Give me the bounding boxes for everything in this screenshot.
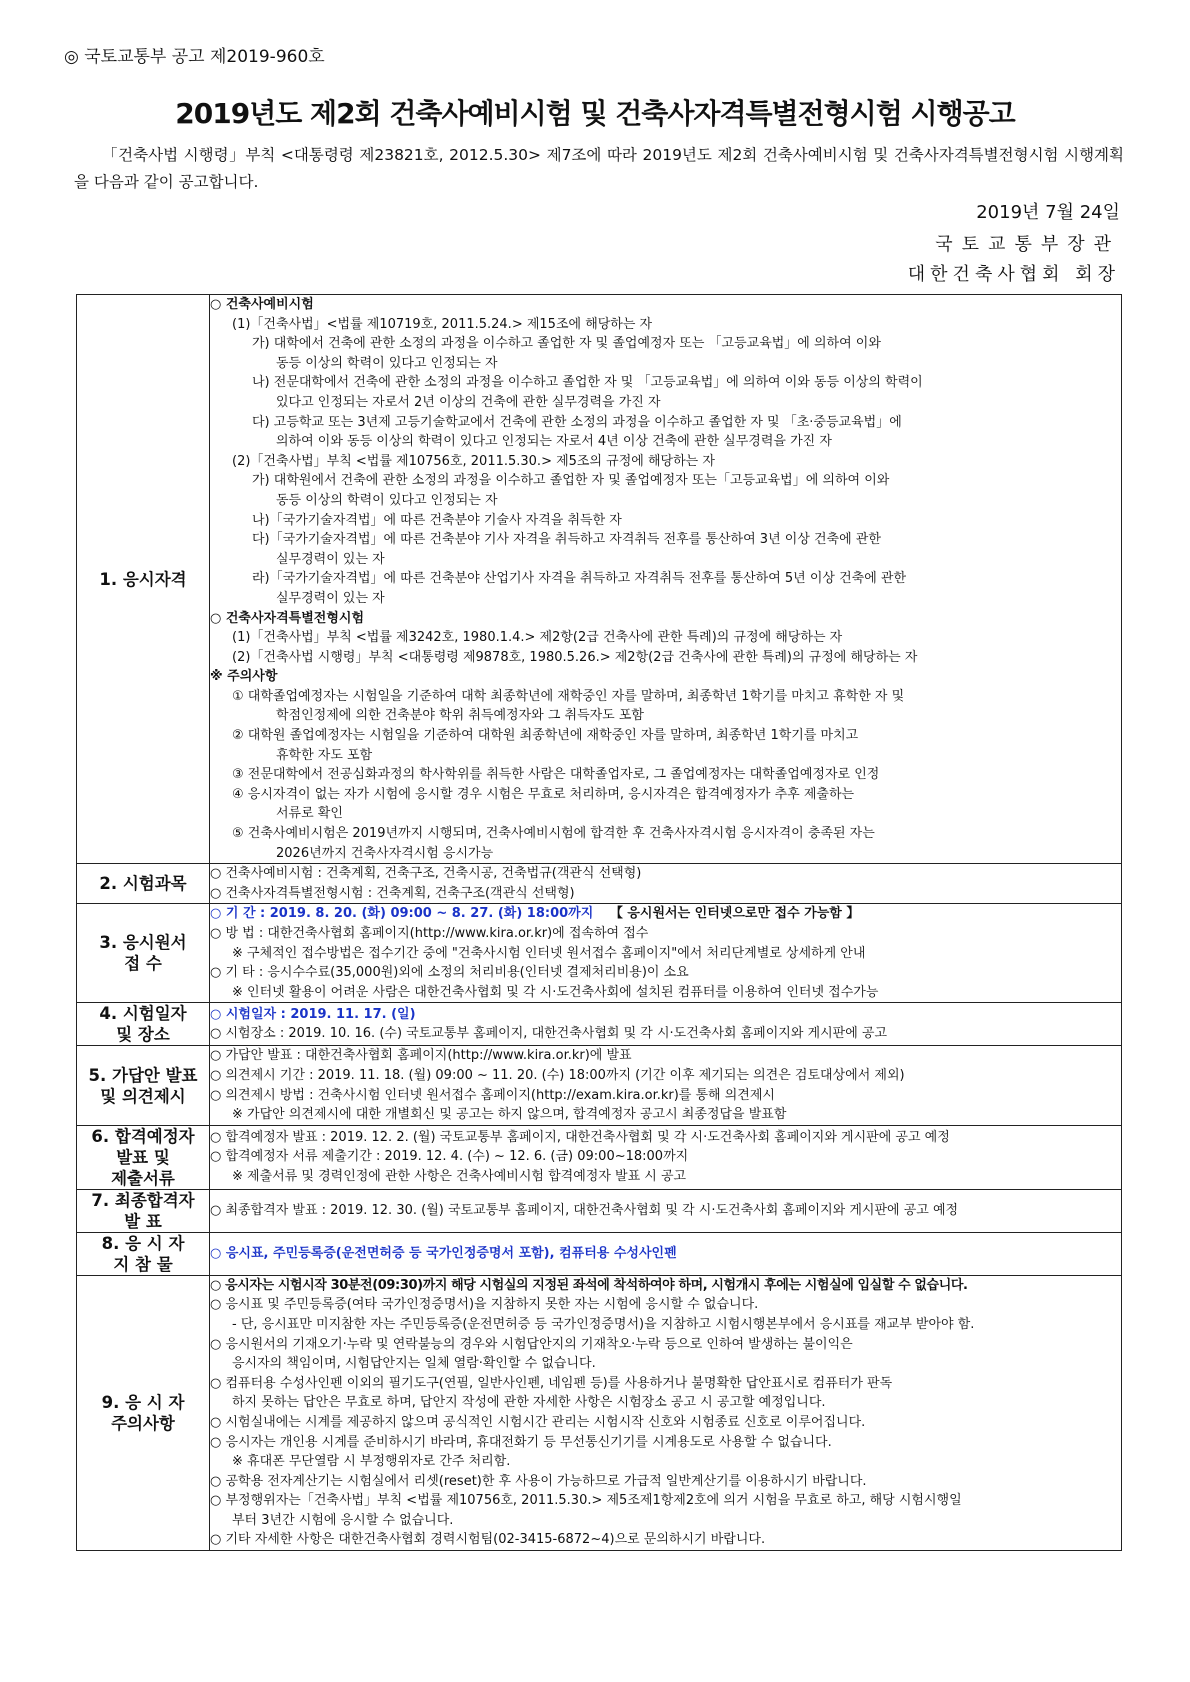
list-item: ○ 응시원서의 기재오기·누락 및 연락불능의 경우와 시험답안지의 기재착오·누락 등으로 인하여 발생하는 불이익은 (210, 1336, 853, 1352)
list-item: ○ 가답안 발표 : 대한건축사협회 홈페이지(http://www.kira.or.kr)에 발표 (210, 1048, 632, 1064)
list-item: ○ 기 타 : 응시수수료(35,000원)외에 소정의 처리비용(인터넷 결제처리비용)이 소요 (210, 965, 689, 981)
list-item: 실무경력이 있는 자 (276, 590, 385, 606)
section-subjects (77, 864, 1122, 904)
exam-place: ○ 시험장소 : 2019. 10. 16. (수) 국토교통부 홈페이지, 대한건축사협회 및 각 시·도건축사회 홈페이지와 게시판에 공고 (210, 1026, 888, 1042)
list-item: ④ 응시자격이 없는 자가 시험에 응시할 경우 시험은 무효로 처리하며, 응시자격은 합격예정자가 추후 제출하는 (232, 786, 855, 802)
list-item: ① 대학졸업예정자는 시험일을 기준하여 대학 최종학년에 재학중인 자를 말하며, 최종학년 1학기를 마치고 휴학한 자 및 (232, 688, 905, 704)
list-item: 서류로 확인 (276, 806, 343, 822)
list-item: ○ 합격예정자 서류 제출기간 : 2019. 12. 4. (수) ~ 12. 6. (금) 09:00~18:00까지 (210, 1149, 689, 1165)
list-item: 동등 이상의 학력이 있다고 인정되는 자 (276, 355, 498, 371)
notice-date: 2019년 7월 24일 (976, 202, 1120, 223)
list-item: ○ 공학용 전자계산기는 시험실에서 리셋(reset)한 후 사용이 가능하므로 가급적 일반계산기를 이용하시기 바랍니다. (210, 1473, 867, 1489)
section-content (210, 904, 1122, 1003)
section-eligibility (77, 295, 1122, 864)
section-content (210, 1232, 1122, 1275)
section-label: 9. 응 시 자 주의사항 (77, 1275, 210, 1550)
section-label: 1. 응시자격 (77, 295, 210, 864)
section-content (210, 1275, 1122, 1550)
list-item: ② 대학원 졸업예정자는 시험일을 기준하여 대학원 최종학년에 재학중인 자를 말하며, 최종학년 1학기를 마치고 (232, 728, 859, 744)
section-label: 8. 응 시 자 지 참 물 (77, 1232, 210, 1275)
list-item: ○ 응시자는 시험시작 30분전(09:30)까지 해당 시험실의 지정된 좌석에 착석하여야 하며, 시험개시 후에는 시험실에 입실할 수 없습니다. (210, 1277, 968, 1293)
list-item: ○ 방 법 : 대한건축사협회 홈페이지(http://www.kira.or.kr)에 접속하여 접수 (210, 926, 649, 941)
list-item: 가) 대학원에서 건축에 관한 소정의 과정을 이수하고 졸업한 자 및 졸업예정자 또는「고등교육법」에 의하여 이와 (252, 473, 890, 489)
section-label: 3. 응시원서 접 수 (77, 904, 210, 1003)
section-label: 2. 시험과목 (77, 864, 210, 904)
section-candidate-notes (77, 1275, 1122, 1550)
section-content (210, 864, 1122, 904)
page-title: 2019년도 제2회 건축사예비시험 및 건축사자격특별전형시험 시행공고 (175, 97, 1015, 130)
list-item: ○ 부정행위자는「건축사법」부칙 <법률 제10756호, 2011.5.30.> 제5조제1항제2호에 의거 시험을 무효로 하고, 해당 시험시행일 (210, 1493, 962, 1509)
section-exam-date (77, 1003, 1122, 1046)
section-label: 6. 합격예정자 발표 및 제출서류 (77, 1125, 210, 1189)
list-item: ○ 시험실내에는 시계를 제공하지 않으며 공식적인 시험시간 관리는 시험시작 신호와 시험종료 신호로 이루어집니다. (210, 1414, 866, 1430)
list-item: ※ 가답안 의견제시에 대한 개별회신 및 공고는 하지 않으며, 합격예정자 공고시 최종정답을 발표함 (232, 1107, 787, 1123)
list-item: 다)「국가기술자격법」에 따른 건축분야 기사 자격을 취득하고 자격취득 전후를 통산하여 3년 이상 건축에 관한 (252, 532, 881, 548)
list-item: 나)「국가기술자격법」에 따른 건축분야 기술사 자격을 취득한 자 (252, 512, 622, 528)
section-content (210, 1189, 1122, 1232)
notice-number: ◎ 국토교통부 공고 제2019-960호 (64, 47, 325, 67)
list-item: 가) 대학에서 건축에 관한 소정의 과정을 이수하고 졸업한 자 및 졸업예정자 또는 「고등교육법」에 의하여 이와 (252, 336, 881, 352)
list-item: 응시자의 책임이며, 시험답안지는 일체 열람·확인할 수 없습니다. (232, 1356, 596, 1372)
intro-paragraph: 「건축사법 시행령」부칙 <대통령령 제23821호, 2012.5.30> 제7조에 따라 2019년도 제2회 건축사예비시험 및 건축사자격특별전형시험 시행계획을 다음과 같이 공고합니다. (74, 146, 1124, 191)
subheading: ※ 주의사항 (210, 669, 278, 685)
list-item: ○ 의견제시 방법 : 건축사시험 인터넷 원서접수 홈페이지(http://exam.kira.or.kr)를 통해 의견제시 (210, 1087, 775, 1103)
list-item: 있다고 인정되는 자로서 2년 이상의 건축에 관한 실무경력을 가진 자 (276, 394, 661, 410)
list-item: 휴학한 자도 포함 (276, 747, 373, 763)
list-item: 나) 전문대학에서 건축에 관한 소정의 과정을 이수하고 졸업한 자 및 「고등교육법」에 의하여 이와 동등 이상의 학력이 (252, 375, 923, 391)
list-item: 동등 이상의 학력이 있다고 인정되는 자 (276, 492, 498, 508)
list-item: (1)「건축사법」부칙 <법률 제3242호, 1980.1.4.> 제2항(2급 건축사에 관한 특례)의 규정에 해당하는 자 (232, 630, 843, 646)
list-item: ○ 건축사예비시험 : 건축계획, 건축구조, 건축시공, 건축법규(객관식 선택형) (210, 866, 642, 882)
list-item: ※ 제출서류 및 경력인정에 관한 사항은 건축사예비시험 합격예정자 발표 시 공고 (232, 1169, 687, 1185)
section-label: 7. 최종합격자 발 표 (77, 1189, 210, 1232)
list-item: ○ 최종합격자 발표 : 2019. 12. 30. (월) 국토교통부 홈페이지, 대한건축사협회 및 각 시·도건축사회 홈페이지와 게시판에 공고 예정 (210, 1202, 959, 1218)
list-item: ※ 휴대폰 무단열람 시 부정행위자로 간주 처리함. (232, 1454, 511, 1470)
section-label: 4. 시험일자 및 장소 (77, 1003, 210, 1046)
signer-minister: 국토교통부장관 (935, 234, 1120, 255)
list-item: ○ 의견제시 기간 : 2019. 11. 18. (월) 09:00 ~ 11. 20. (수) 18:00까지 (기간 이후 제기되는 의견은 검토대상에서 제외) (210, 1067, 905, 1083)
list-item: 다) 고등학교 또는 3년제 고등기술학교에서 건축에 관한 소정의 과정을 이수하고 졸업한 자 및 「초·중등교육법」에 (252, 414, 902, 430)
list-item: (1)「건축사법」<법률 제10719호, 2011.5.24.> 제15조에 해당하는 자 (232, 316, 653, 332)
section-content (210, 1125, 1122, 1189)
list-item: 라)「국가기술자격법」에 따른 건축분야 산업기사 자격을 취득하고 자격취득 전후를 통산하여 5년 이상 건축에 관한 (252, 571, 907, 587)
section-provisional-answers (77, 1046, 1122, 1125)
list-item: (2)「건축사법 시행령」부칙 <대통령령 제9878호, 1980.5.26.> 제2항(2급 건축사에 관한 특례)의 규정에 해당하는 자 (232, 649, 918, 665)
list-item: ○ 응시표, 주민등록증(운전면허증 등 국가인정증명서 포함), 컴퓨터용 수성사인펜 (210, 1245, 677, 1261)
list-item: 실무경력이 있는 자 (276, 551, 385, 567)
list-item: 의하여 이와 동등 이상의 학력이 있다고 인정되는 자로서 4년 이상 건축에 관한 실무경력을 가진 자 (276, 434, 832, 450)
list-item: 부터 3년간 시험에 응시할 수 없습니다. (232, 1512, 454, 1528)
list-item: ③ 전문대학에서 전공심화과정의 학사학위를 취득한 사람은 대학졸업자로, 그 졸업예정자는 대학졸업예정자로 인정 (232, 767, 880, 783)
section-final-pass (77, 1189, 1122, 1232)
subheading: ○ 건축사예비시험 (210, 297, 314, 312)
list-item: ○ 컴퓨터용 수성사인펜 이외의 필기도구(연필, 일반사인펜, 네임펜 등)를 사용하거나 불명확한 답안표시로 컴퓨터가 판독 (210, 1375, 893, 1391)
list-item: ○ 응시표 및 주민등록증(여타 국가인정증명서)을 지참하지 못한 자는 시험에 응시할 수 없습니다. (210, 1297, 759, 1313)
list-item: ※ 구체적인 접수방법은 접수기간 중에 "건축사시험 인터넷 원서접수 홈페이지"에서 처리단계별로 상세하게 안내 (232, 945, 866, 961)
section-prospective-pass (77, 1125, 1122, 1189)
list-item: 하지 못하는 답안은 무효로 하며, 답안지 작성에 관한 자세한 사항은 시험장소 공고 시 공고할 예정입니다. (232, 1395, 826, 1411)
section-content (210, 1046, 1122, 1125)
exam-date: ○ 시험일자 : 2019. 11. 17. (일) (210, 1006, 416, 1022)
section-items-to-bring (77, 1232, 1122, 1275)
notice-table (76, 294, 1122, 1551)
list-item: ○ 합격예정자 발표 : 2019. 12. 2. (월) 국토교통부 홈페이지, 대한건축사협회 및 각 시·도건축사회 홈페이지와 게시판에 공고 예정 (210, 1129, 950, 1145)
list-item: 2026년까지 건축사자격시험 응시가능 (276, 845, 494, 861)
list-item: - 단, 응시표만 미지참한 자는 주민등록증(운전면허증 등 국가인정증명서)을 지참하고 시험시행본부에서 응시표를 재교부 받아야 함. (232, 1316, 975, 1332)
list-item: ※ 인터넷 활용이 어려운 사람은 대한건축사협회 및 각 시·도건축사회에 설치된 컴퓨터를 이용하여 인터넷 접수가능 (232, 984, 879, 1000)
section-content (210, 1003, 1122, 1046)
subheading: ○ 건축사자격특별전형시험 (210, 610, 365, 626)
application-period: ○ 기 간 : 2019. 8. 20. (화) 09:00 ~ 8. 27. (화) 18:00까지 【 응시원서는 인터넷으로만 접수 가능함 】 (210, 906, 860, 922)
section-label: 5. 가답안 발표 및 의견제시 (77, 1046, 210, 1125)
list-item: (2)「건축사법」부칙 <법률 제10756호, 2011.5.30.> 제5조의 규정에 해당하는 자 (232, 453, 715, 469)
list-item: ○ 건축사자격특별전형시험 : 건축계획, 건축구조(객관식 선택형) (210, 885, 575, 901)
section-content (210, 295, 1122, 864)
list-item: ⑤ 건축사예비시험은 2019년까지 시행되며, 건축사예비시험에 합격한 후 건축사자격시험 응시자격이 충족된 자는 (232, 826, 875, 842)
list-item: ○ 응시자는 개인용 시계를 준비하시기 바라며, 휴대전화기 등 무선통신기기를 시계용도로 사용할 수 없습니다. (210, 1434, 832, 1450)
list-item: ○ 기타 자세한 사항은 대한건축사협회 경력시험팀(02-3415-6872~4)으로 문의하시기 바랍니다. (210, 1532, 766, 1548)
list-item: 학점인정제에 의한 건축분야 학위 취득예정자와 그 취득자도 포함 (276, 708, 644, 724)
signer-association: 대한건축사협회 회장 (907, 264, 1120, 285)
section-application (77, 904, 1122, 1003)
